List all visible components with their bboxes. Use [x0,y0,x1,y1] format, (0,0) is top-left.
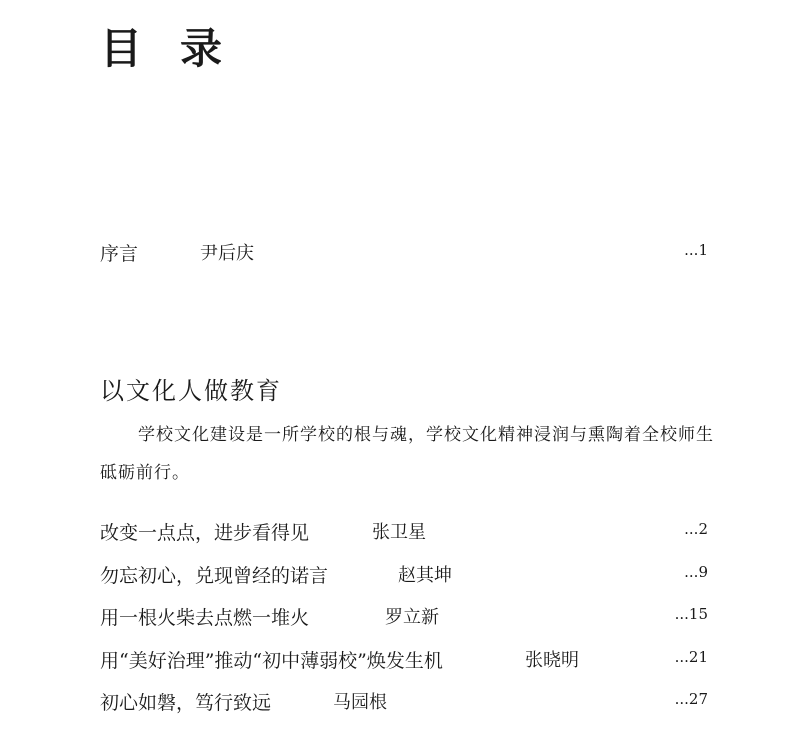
entry-author: 罗立新 [385,607,439,628]
section-description: 学校文化建设是一所学校的根与魂，学校文化精神浸润与熏陶着全校师生砥砺前行。 [100,425,714,483]
section-title: 以文化人做教育 [100,377,282,405]
toc-entry[interactable] [100,646,708,676]
entry-title: 改变一点点，进步看得见 [100,522,310,544]
entry-title: 序言 [100,243,139,265]
entry-author: 赵其坤 [398,565,452,586]
entry-page: ...15 [674,605,708,623]
toc-entry[interactable] [100,518,708,548]
toc-entry-preface[interactable] [100,239,708,269]
entry-page: ...1 [684,241,708,259]
title-char-2: 录 [180,24,225,73]
entry-title: 用一根火柴去点燃一堆火 [100,607,310,629]
entry-author: 马园根 [333,692,387,713]
page-title [100,16,224,76]
entry-page: ...2 [684,520,708,538]
entry-page: ...21 [674,648,708,666]
entry-title: 初心如磐，笃行致远 [100,692,272,714]
entry-page: ...27 [674,690,708,708]
entry-title: 勿忘初心，兑现曾经的诺言 [100,565,329,587]
toc-entry[interactable] [100,561,708,591]
entry-author: 尹后庆 [200,243,254,264]
entry-title: 用“美好治理”推动“初中薄弱校”焕发生机 [100,650,443,672]
toc-entry[interactable] [100,603,708,633]
entry-page: ...9 [684,563,708,581]
toc-entry[interactable] [100,688,708,718]
title-char-1: 目 [100,24,145,73]
entry-author: 张晓明 [525,650,579,671]
entry-author: 张卫星 [372,522,426,543]
